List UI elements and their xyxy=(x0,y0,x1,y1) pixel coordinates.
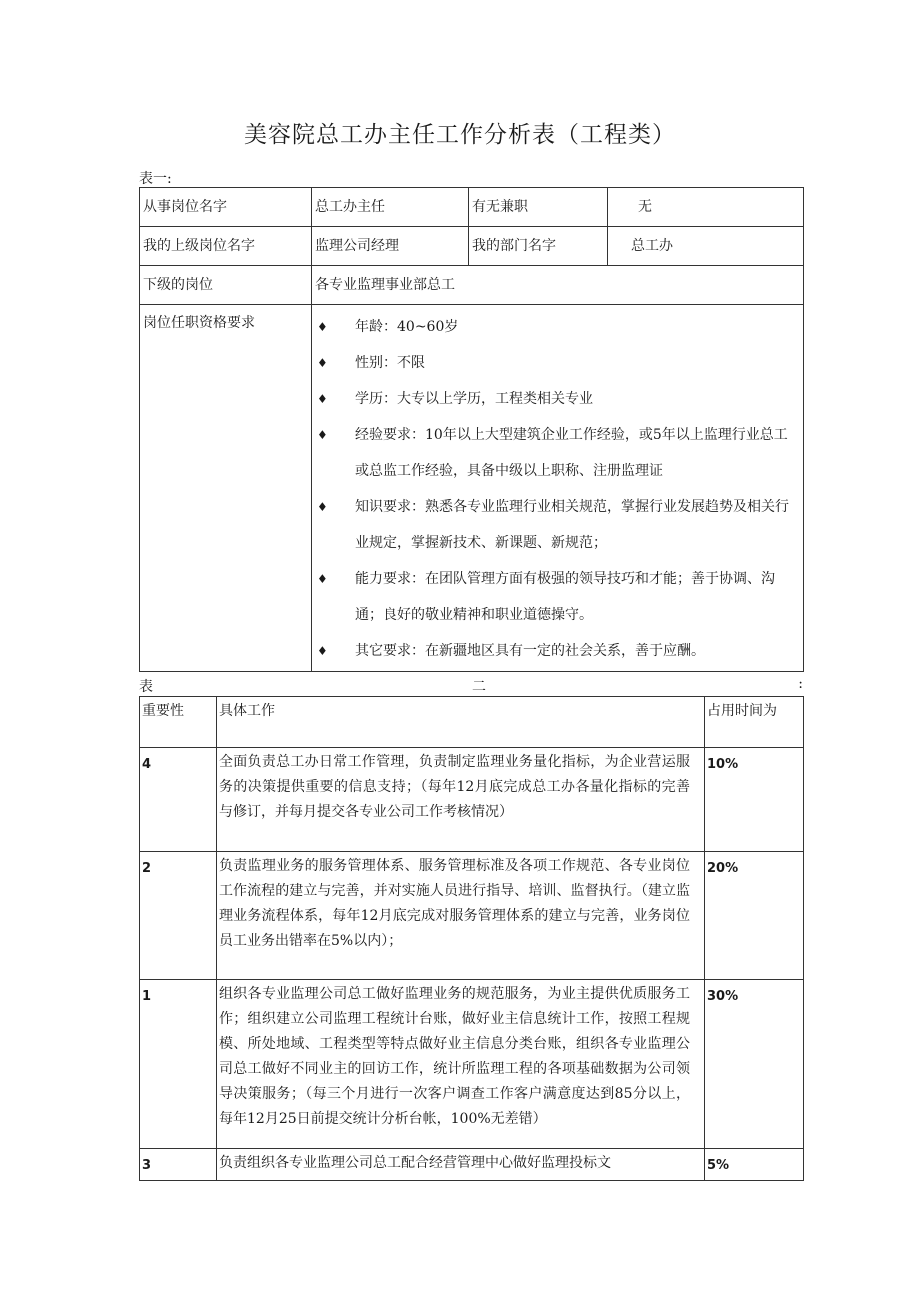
table2-caption-right: : xyxy=(798,676,803,692)
work-analysis-table xyxy=(139,696,804,1181)
table-row xyxy=(140,227,804,266)
requirement-text: 性别：不限 xyxy=(355,355,425,371)
table-row xyxy=(140,980,804,1149)
department-label: 我的部门名字 xyxy=(469,227,608,266)
row-work: 负责组织各专业监理公司总工配合经营管理中心做好监理投标文 xyxy=(217,1149,705,1181)
table-row xyxy=(140,852,804,980)
requirement-text: 其它要求：在新疆地区具有一定的社会关系，善于应酬。 xyxy=(355,643,705,659)
row-importance: 2 xyxy=(140,852,217,980)
superior-value: 监理公司经理 xyxy=(312,227,469,266)
page-title: 美容院总工办主任工作分析表（工程类） xyxy=(244,122,676,148)
subordinate-value: 各专业监理事业部总工 xyxy=(312,266,804,305)
requirement-item xyxy=(317,561,798,633)
requirement-item xyxy=(317,309,798,345)
table-row xyxy=(140,748,804,852)
header-importance: 重要性 xyxy=(140,697,217,748)
requirement-item xyxy=(317,633,798,669)
diamond-bullet-icon: ♦ xyxy=(317,392,328,406)
diamond-bullet-icon: ♦ xyxy=(317,500,328,514)
table2-caption xyxy=(139,676,803,696)
header-time: 占用时间为 xyxy=(705,697,804,748)
row-work: 组织各专业监理公司总工做好监理业务的规范服务，为业主提供优质服务工作；组织建立公司监理工程统计台账，做好业主信息统计工作，按照工程规模、所处地域、工程类型等特点做好业主信息分类台账，组织各专业监理公司总工做好不同业主的回访工作，统计所监理工程的各项基础数据为公司领导决策服务；（每三个月进行一次客户调查工作客户满意度达到85分以上，每年12月25日前提交统计分析台帐，100%无差错） xyxy=(217,980,705,1149)
position-value: 总工办主任 xyxy=(312,188,469,227)
row-time: 5% xyxy=(705,1149,804,1181)
diamond-bullet-icon: ♦ xyxy=(317,356,328,370)
diamond-bullet-icon: ♦ xyxy=(317,428,328,442)
table-row xyxy=(140,1149,804,1181)
table-row xyxy=(140,266,804,305)
concurrent-value: 无 xyxy=(608,188,804,227)
row-importance: 1 xyxy=(140,980,217,1149)
row-work: 负责监理业务的服务管理体系、服务管理标准及各项工作规范、各专业岗位工作流程的建立与完善，并对实施人员进行指导、培训、监督执行。（建立监理业务流程体系，每年12月底完成对服务管理体系的建立与完善，业务岗位员工业务出错率在5%以内）； xyxy=(217,852,705,980)
requirement-text: 年龄：40~60岁 xyxy=(355,319,459,335)
row-time: 30% xyxy=(705,980,804,1149)
requirement-text: 知识要求：熟悉各专业监理行业相关规范，掌握行业发展趋势及相关行业规定，掌握新技术、新课题、新规范； xyxy=(355,499,789,551)
row-work: 全面负责总工办日常工作管理，负责制定监理业务量化指标，为企业营运服务的决策提供重要的信息支持；（每年12月底完成总工办各量化指标的完善与修订，并每月提交各专业公司工作考核情况） xyxy=(217,748,705,852)
requirement-text: 学历：大专以上学历，工程类相关专业 xyxy=(355,391,593,407)
position-label: 从事岗位名字 xyxy=(140,188,312,227)
qualification-label: 岗位任职资格要求 xyxy=(140,305,312,672)
diamond-bullet-icon: ♦ xyxy=(317,320,328,334)
requirement-item xyxy=(317,345,798,381)
requirements-list xyxy=(315,305,800,671)
row-importance: 3 xyxy=(140,1149,217,1181)
requirement-item xyxy=(317,381,798,417)
row-time: 20% xyxy=(705,852,804,980)
table-header-row xyxy=(140,697,804,748)
requirement-text: 能力要求：在团队管理方面有极强的领导技巧和才能；善于协调、沟通；良好的敬业精神和职业道德操守。 xyxy=(355,571,775,623)
row-importance: 4 xyxy=(140,748,217,852)
subordinate-label: 下级的岗位 xyxy=(140,266,312,305)
table2-caption-mid: 二 xyxy=(472,679,486,695)
superior-label: 我的上级岗位名字 xyxy=(140,227,312,266)
table1-caption: 表一: xyxy=(139,171,172,187)
concurrent-label: 有无兼职 xyxy=(469,188,608,227)
row-time: 10% xyxy=(705,748,804,852)
department-value: 总工办 xyxy=(608,227,804,266)
header-work: 具体工作 xyxy=(217,697,705,748)
diamond-bullet-icon: ♦ xyxy=(317,572,328,586)
table-row xyxy=(140,188,804,227)
qualification-requirements xyxy=(312,305,804,672)
requirement-item xyxy=(317,489,798,561)
position-info-table xyxy=(139,187,804,672)
table-row xyxy=(140,305,804,672)
table2-caption-left: 表 xyxy=(139,679,153,695)
requirement-text: 经验要求：10年以上大型建筑企业工作经验，或5年以上监理行业总工或总监工作经验，具备中级以上职称、注册监理证 xyxy=(355,427,788,479)
diamond-bullet-icon: ♦ xyxy=(317,644,328,658)
requirement-item xyxy=(317,417,798,489)
